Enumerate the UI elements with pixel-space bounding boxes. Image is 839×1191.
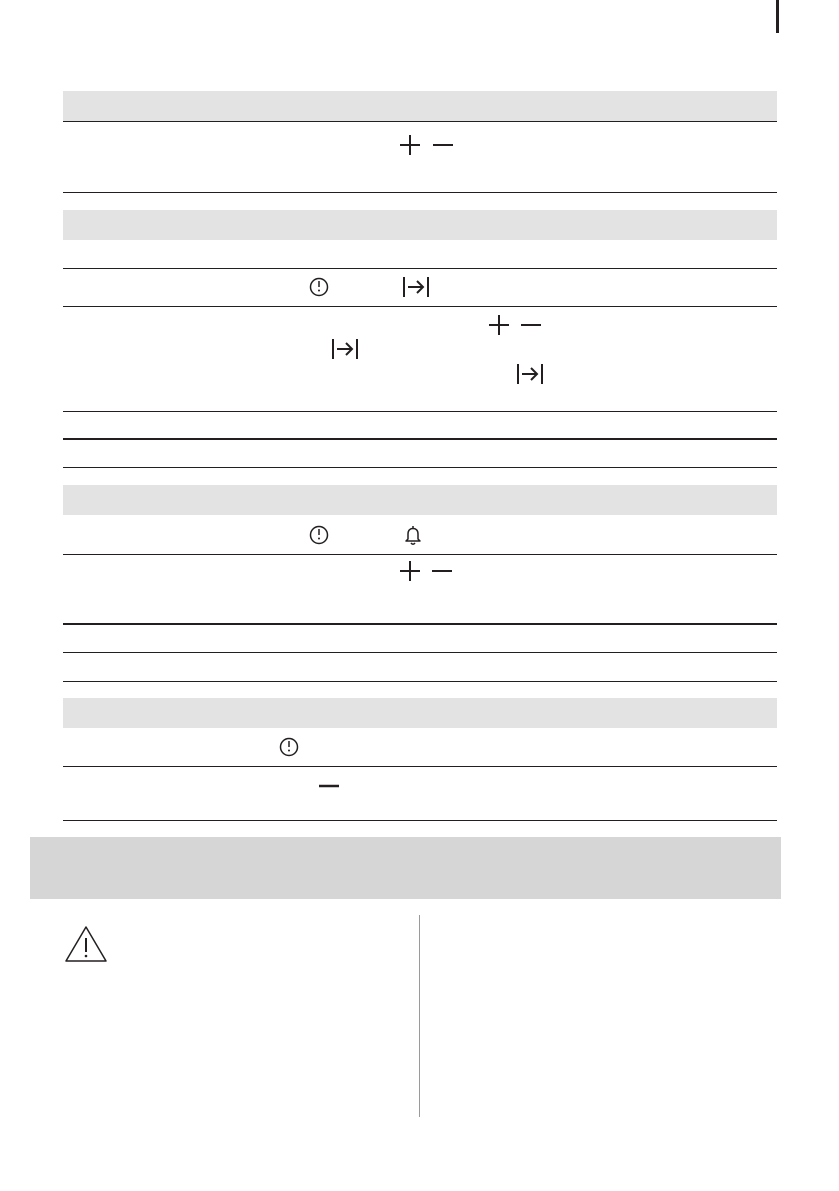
plus-icon (488, 314, 510, 336)
page-edge-marker (776, 0, 779, 33)
table-row-plus-minus-1 (63, 122, 777, 192)
clock-icon (309, 277, 329, 297)
section-divider (63, 623, 777, 625)
table-header-band-4 (63, 698, 777, 728)
end-time-arrow-icon (331, 338, 359, 360)
row-divider (63, 411, 777, 412)
plus-icon (399, 560, 421, 582)
minus-icon (431, 560, 453, 582)
row-divider (63, 681, 777, 682)
plus-icon (399, 134, 421, 156)
bell-icon (403, 524, 423, 546)
row-divider (63, 467, 777, 468)
clock-icon (309, 525, 329, 545)
table-row-plus-minus-2 (63, 555, 777, 623)
table-row-clock-bell (63, 516, 777, 554)
table-header-band-3 (63, 485, 777, 515)
minus-icon (318, 775, 340, 797)
table-row-plus-minus-endtime (63, 307, 777, 411)
row-divider (63, 820, 777, 821)
table-header-band-1 (63, 91, 777, 121)
section-heading-band (30, 837, 781, 899)
warning-triangle-icon (64, 925, 108, 963)
end-time-arrow-icon (402, 276, 430, 298)
column-divider (419, 915, 420, 1117)
end-time-arrow-icon (516, 363, 544, 385)
table-row-minus (63, 767, 777, 820)
minus-icon (432, 134, 454, 156)
minus-icon (520, 314, 542, 336)
row-divider (63, 192, 777, 193)
clock-icon (279, 737, 299, 757)
table-header-band-2 (63, 210, 777, 240)
row-divider (63, 652, 777, 653)
table-row-clock (63, 729, 777, 766)
table-row-clock-endtime (63, 269, 777, 306)
section-divider (63, 438, 777, 440)
